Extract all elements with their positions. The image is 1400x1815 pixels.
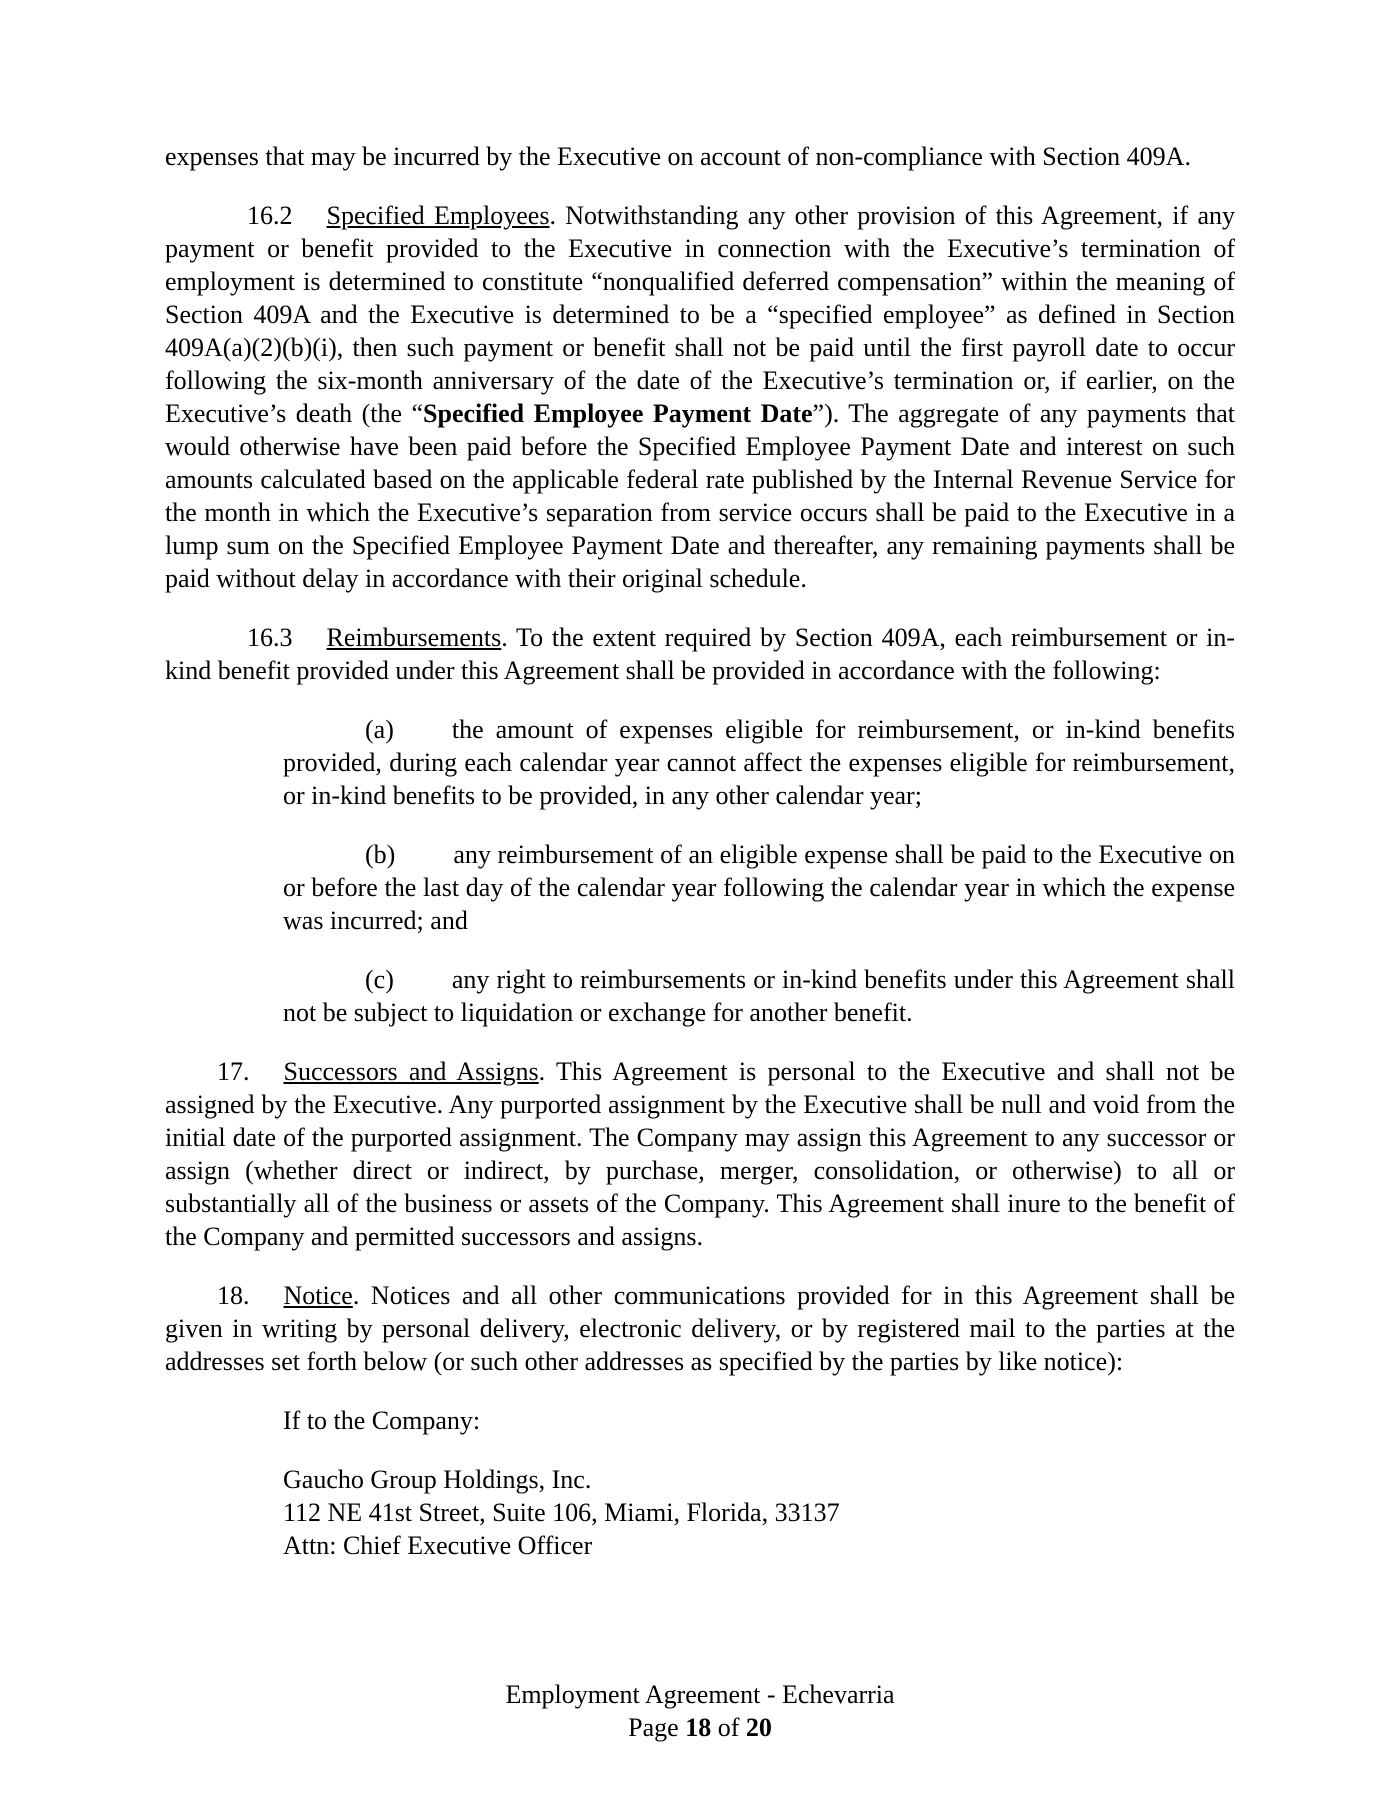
text-run: Successors and Assigns (283, 1057, 539, 1086)
text-run: Page (628, 1713, 686, 1742)
text-run: ”). The aggregate of any payments that would otherwise have been paid before the Specified Employee Payment Date and interest on such amounts calculated based on the applicable federal rate published by the Internal Revenue Service for the month in which the Executive’s separation from service occurs shall be paid to the Executive in a lump sum on the Specified Employee Payment Date and thereafter, any remaining payments shall be paid without delay in accordance with their original schedule. (165, 399, 1235, 593)
section-number: 16.2 (247, 201, 293, 230)
text-run: . Notices and all other communications provided for in this Agreement shall be given in writing by personal delivery, electronic delivery, or by registered mail to the parties at the addresses set forth below (or such other addresses as specified by the parties by like notice): (165, 1281, 1235, 1376)
section-number: 17. (217, 1057, 250, 1086)
text-run: expenses that may be incurred by the Executive on account of non-compliance with Section 409A. (165, 142, 1191, 171)
text-run: . To the extent required by Section 409A, each reimbursement or in-kind benefit provided under this Agreement shall be provided in accordance with the following: (165, 623, 1235, 685)
text-run: Gaucho Group Holdings, Inc. (283, 1465, 592, 1494)
text-run: 18 (685, 1713, 712, 1742)
text-run: of (711, 1713, 746, 1742)
footer-doc-title (0, 1678, 1400, 1711)
clause-a (283, 713, 1235, 812)
section-16-2 (165, 199, 1235, 595)
section-16-3 (165, 621, 1235, 687)
section-17 (165, 1055, 1235, 1253)
section-number: 18. (217, 1281, 250, 1310)
text-run: Employment Agreement - Echevarria (505, 1680, 895, 1709)
text-run: any reimbursement of an eligible expense shall be paid to the Executive on or before the last day of the calendar year following the calendar year in which the expense was incurred; and (283, 840, 1235, 935)
text-run: Notice (283, 1281, 353, 1310)
section-number: (b) (365, 840, 396, 869)
clause-b (283, 838, 1235, 937)
para-409a-continuation (165, 140, 1235, 173)
text-run: the amount of expenses eligible for reimbursement, or in-kind benefits provided, during each calendar year cannot affect the expenses eligible for reimbursement, or in-kind benefits to be provided, in any other calendar year; (283, 715, 1235, 810)
section-number: (a) (365, 715, 394, 744)
text-run: . Notwithstanding any other provision of this Agreement, if any payment or benefit provided to the Executive in connection with the Executive’s termination of employment is determined to constitute “nonqualified deferred compensation” within the meaning of Section 409A and the Executive is determined to be a “specified employee” as defined in Section 409A(a)(2)(b)(i), then such payment or benefit shall not be paid until the first payroll date to occur following the six-month anniversary of the date of the Executive’s termination or, if earlier, on the Executive’s death (the “ (165, 201, 1235, 428)
text-run: any right to reimbursements or in-kind benefits under this Agreement shall not be subject to liquidation or exchange for another benefit. (283, 965, 1235, 1027)
section-18 (165, 1279, 1235, 1378)
text-run: Specified Employees (326, 201, 550, 230)
section-number: (c) (365, 965, 394, 994)
page-footer (0, 1678, 1400, 1744)
text-run: Reimbursements (326, 623, 502, 652)
company-notice-intro (283, 1404, 1235, 1437)
text-run: If to the Company: (283, 1406, 481, 1435)
text-run: . This Agreement is personal to the Executive and shall not be assigned by the Executive. Any purported assignment by the Executive shall be null and void from the initial date of the purported assignment. The Company may assign this Agreement to any successor or assign (whether direct or indirect, by purchase, merger, consolidation, or otherwise) to all or substantially all of the business or assets of the Company. This Agreement shall inure to the benefit of the Company and permitted successors and assigns. (165, 1057, 1235, 1251)
company-attn (283, 1529, 1235, 1562)
text-run: 20 (745, 1713, 772, 1742)
company-name (283, 1463, 1235, 1496)
document-body (165, 140, 1235, 1562)
section-number: 16.3 (247, 623, 293, 652)
text-run: Attn: Chief Executive Officer (283, 1531, 593, 1560)
text-run: 112 NE 41st Street, Suite 106, Miami, Florida, 33137 (283, 1498, 840, 1527)
text-run: Specified Employee Payment Date (423, 399, 813, 428)
footer-page-number (0, 1711, 1400, 1744)
clause-c (283, 963, 1235, 1029)
company-address (283, 1496, 1235, 1529)
